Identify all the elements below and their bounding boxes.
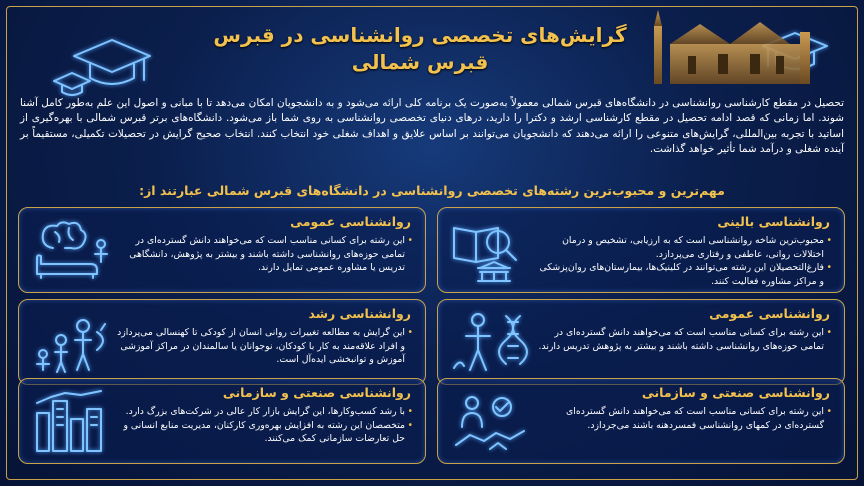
card-title: روانشناسی عمومی <box>290 214 411 229</box>
book-magnifier-courthouse-icon <box>450 218 530 284</box>
card-title: روانشناسی رشد <box>308 306 411 321</box>
card-bullet: • با رشد کسب‌وکارها، این گرایش بازار کار عالی در شرکت‌های بزرگ دارد. <box>115 405 413 419</box>
card-general-psychology-alt <box>437 299 845 385</box>
card-bullet: • متخصصان این رشته به افزایش بهره‌وری کارکنان، مدیریت منابع انسانی و حل تعارضات سازمانی کمک می‌کنند. <box>115 419 413 446</box>
card-bullet: • محبوب‌ترین شاخه روانشناسی است که به ارزیابی، تشخیص و درمان اختلالات روانی، عاطفی و رفتاری می‌پردازد. <box>534 234 832 261</box>
human-development-stages-icon <box>31 310 111 376</box>
card-bullet: • این رشته برای کسانی مناسب است که می‌خواهند دانش گسترده‌ای در تمامی حوزه‌های روانشناسی داشته باشند و بیشتر به پژوهش، دانشگاهی تدریس یا مشاوره عمومی تمایل دارند. <box>115 234 413 275</box>
card-bullet: • فارغ‌التحصیلان این رشته می‌توانند در کلینیک‌ها، بیمارستان‌های روان‌پزشکی و مراکز مشاوره فعالیت کنند. <box>534 261 832 288</box>
card-bullets <box>534 234 832 288</box>
card-title: روانشناسی صنعتی و سازمانی <box>641 385 830 400</box>
title-line-2: قبرس شمالی <box>351 50 489 74</box>
card-title: روانشناسی عمومی <box>709 306 830 321</box>
title-line-1: گرایش‌های تخصصی روانشناسی در قبرس <box>213 23 627 47</box>
card-bullets <box>115 405 413 446</box>
industrial-city-chart-icon <box>31 389 111 455</box>
card-industrial-organizational-psychology <box>437 378 845 464</box>
card-bullet: • این رشته برای کسانی مناسب است که می‌خواهند دانش گسترده‌ای در تمامی حوزه‌های روانشناسی داشته باشند و بیشتر به پژوهش تدریس دارند. <box>534 326 832 353</box>
card-clinical-psychology <box>437 207 845 293</box>
card-bullets <box>534 326 832 353</box>
card-title: روانشناسی بالینی <box>717 214 830 229</box>
person-dna-icon <box>450 310 530 376</box>
brain-therapy-couch-icon <box>31 218 111 284</box>
card-bullet: • این رشته برای کسانی مناسب است که می‌خواهند دانش گسترده‌ای گسترده‌ای در کمهای روانشناسی فمسردهنه باشند می‌جردازد. <box>534 405 832 432</box>
card-bullets <box>115 326 413 367</box>
card-title: روانشناسی صنعتی و سازمانی <box>222 385 411 400</box>
card-developmental-psychology <box>18 299 426 385</box>
business-team-handshake-icon <box>450 389 530 455</box>
intro-paragraph: تحصیل در مقطع کارشناسی روانشناسی در دانشگاه‌های قبرس شمالی معمولاً به‌صورت یک برنامه کلی ارائه می‌شود و به دانشجویان امکان می‌دهد تا با مبانی و اصول این علم به‌طور کامل آشنا شوند. اما زمانی که قصد ادامه تحصیل در مقطع کارشناسی ارشد و دکترا را دارید، درهای دنیای تخصصی روانشناسی به روی شما باز می‌شود. دانشگاه‌های برتر قبرس شمالی با بهره‌گیری از اساتید با تجربه بین‌المللی، گرایش‌های متنوعی را ارائه می‌دهند که دانشجویان می‌توانند بر اساس علایق و اهداف شغلی خود انتخاب کنند. انتخاب صحیح گرایش در تحصیلات تکمیلی، مستقیماً بر آینده شغلی و درآمد شما تأثیر خواهد گذاشت. <box>20 97 844 155</box>
card-bullets <box>115 234 413 275</box>
card-bullets <box>534 405 832 432</box>
cathedral-landmark-icon <box>648 8 818 84</box>
card-general-psychology <box>18 207 426 293</box>
page-title <box>170 22 670 76</box>
card-bullet: • این گرایش به مطالعه تغییرات روانی انسان از کودکی تا کهنسالی می‌پردازد و افراد علاقه‌مند به کار با کودکان، نوجوانان یا سالمندان در مراکز آموزشی آموزش و توانبخشی ایده‌آل است. <box>115 326 413 367</box>
section-subtitle: مهم‌ترین و محبوب‌ترین رشته‌های تخصصی روانشناسی در دانشگاه‌های قبرس شمالی عبارتند از: <box>139 183 725 198</box>
card-industrial-organizational-psychology-alt <box>18 378 426 464</box>
